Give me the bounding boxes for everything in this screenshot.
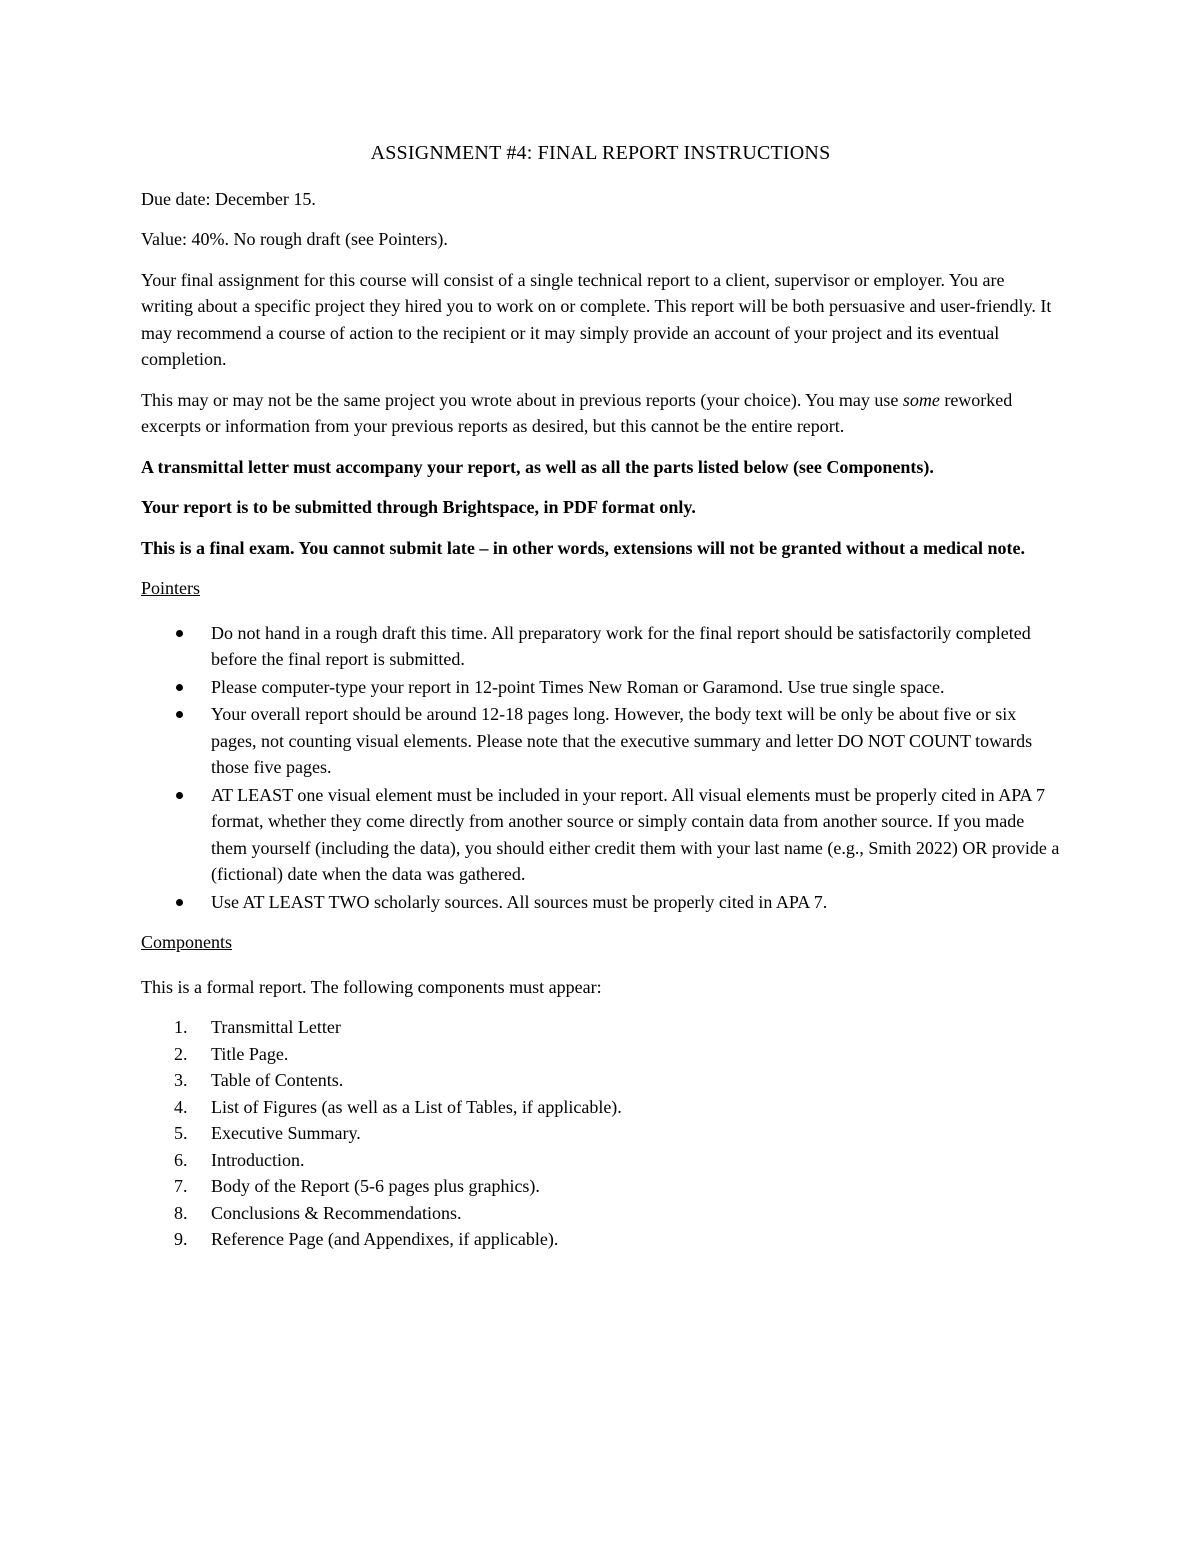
bullet-icon xyxy=(176,711,183,718)
component-text: Title Page. xyxy=(211,1043,289,1064)
component-number: 8. xyxy=(174,1202,188,1223)
pointer-text: Do not hand in a rough draft this time. All preparatory work for the final report should be satisfactorily completed before the final report is submitted. xyxy=(211,622,1031,669)
project-paragraph-after: reworked excerpts or information from your previous reports as desired, but this cannot be the entire report. xyxy=(141,389,1013,436)
pointers-heading: Pointers xyxy=(141,578,201,598)
component-text: Body of the Report (5-6 pages plus graphics). xyxy=(211,1176,540,1196)
pointer-item xyxy=(141,674,1060,701)
component-item xyxy=(141,1120,1060,1147)
component-number: 9. xyxy=(174,1229,188,1249)
final-exam-note: This is a final exam. You cannot submit late – in other words, extensions will not be granted without a medical note. xyxy=(141,537,1026,558)
component-text: Introduction. xyxy=(211,1149,305,1170)
component-item xyxy=(141,1147,1060,1174)
component-text: Executive Summary. xyxy=(211,1123,361,1143)
transmittal-letter-note: A transmittal letter must accompany your report, as well as all the parts listed below (see Components). xyxy=(141,456,934,477)
component-item xyxy=(141,1200,1060,1227)
submission-note: Your report is to be submitted through Brightspace, in PDF format only. xyxy=(141,497,696,517)
intro-paragraph: Your final assignment for this course will consist of a single technical report to a client, supervisor or employer. You are writing about a specific project they hired you to work on or complete. This report will be both persuasive and user-friendly. It may recommend a course of action to the recipient or it may simply provide an account of your project and its eventual completion. xyxy=(141,269,1052,369)
component-number: 7. xyxy=(174,1176,188,1196)
bullet-icon xyxy=(176,899,183,906)
component-text: Conclusions & Recommendations. xyxy=(211,1202,462,1223)
document-title: ASSIGNMENT #4: FINAL REPORT INSTRUCTIONS xyxy=(370,142,831,164)
component-item xyxy=(141,1041,1060,1068)
bullet-icon xyxy=(176,792,183,799)
component-number: 3. xyxy=(174,1070,188,1090)
component-item xyxy=(141,1226,1060,1253)
project-paragraph-emphasis: some xyxy=(902,389,940,410)
components-heading: Components xyxy=(141,932,233,952)
components-intro: This is a formal report. The following components must appear: xyxy=(141,976,602,997)
pointer-text: Your overall report should be around 12-18 pages long. However, the body text will be only be about five or six pages, not counting visual elements. Please note that the executive summary and letter DO NOT COUNT towards those five pages. xyxy=(211,704,1033,777)
component-number: 5. xyxy=(174,1123,188,1143)
assignment-value: Value: 40%. No rough draft (see Pointers). xyxy=(141,229,448,249)
pointer-item xyxy=(141,701,1060,781)
pointers-list xyxy=(141,620,1060,916)
component-text: Table of Contents. xyxy=(211,1070,344,1090)
component-item xyxy=(141,1014,1060,1041)
bullet-icon xyxy=(176,684,183,691)
due-date: Due date: December 15. xyxy=(141,188,316,209)
pointer-item xyxy=(141,782,1060,888)
pointer-text: Please computer-type your report in 12-point Times New Roman or Garamond. Use true single space. xyxy=(211,676,945,697)
pointer-text: AT LEAST one visual element must be included in your report. All visual elements must be properly cited in APA 7 format, whether they come directly from another source or simply contain data from another source. If you made them yourself (including the data), you should either credit them with your last name (e.g., Smith 2022) OR provide a (fictional) date when the data was gathered. xyxy=(211,784,1060,884)
pointer-text: Use AT LEAST TWO scholarly sources. All sources must be properly cited in APA 7. xyxy=(211,891,828,912)
component-number: 6. xyxy=(174,1149,188,1170)
component-text: Transmittal Letter xyxy=(211,1017,341,1037)
component-text: List of Figures (as well as a List of Tables, if applicable). xyxy=(211,1096,622,1117)
components-list xyxy=(141,1014,1060,1253)
component-item xyxy=(141,1094,1060,1121)
component-number: 1. xyxy=(174,1017,188,1037)
project-paragraph-before: This may or may not be the same project you wrote about in previous reports (your choice). You may use xyxy=(141,389,903,410)
pointer-item xyxy=(141,620,1060,673)
component-text: Reference Page (and Appendixes, if applicable). xyxy=(211,1229,559,1249)
component-number: 4. xyxy=(174,1096,188,1117)
pointer-item xyxy=(141,889,1060,916)
component-number: 2. xyxy=(174,1043,188,1064)
component-item xyxy=(141,1173,1060,1200)
bullet-icon xyxy=(176,630,183,637)
component-item xyxy=(141,1067,1060,1094)
project-paragraph xyxy=(141,387,1060,440)
